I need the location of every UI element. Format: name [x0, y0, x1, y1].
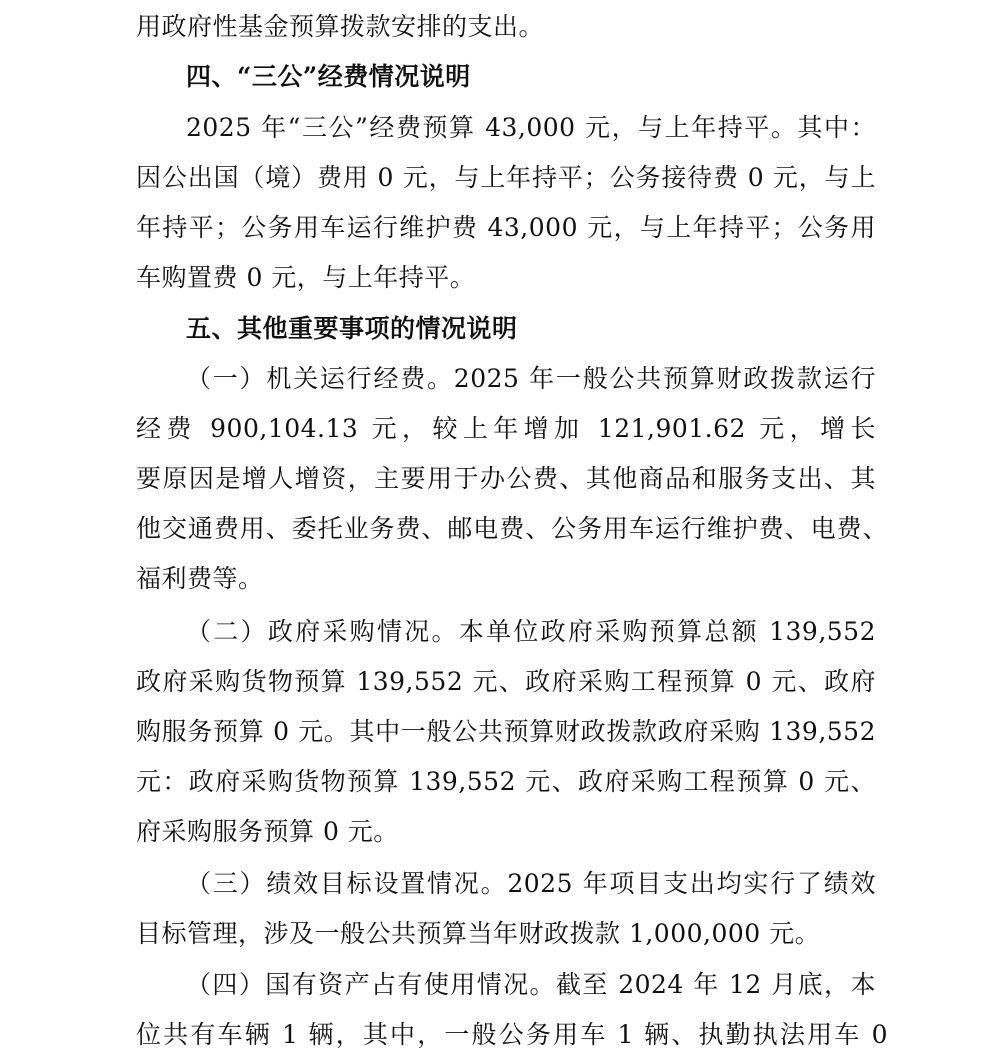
paragraph-line: 目标管理，涉及一般公共预算当年财政拨款 1,000,000 元。: [136, 919, 821, 948]
paragraph-line: （四）国有资产占有使用情况。截至 2024 年 12 月底，本: [186, 970, 876, 999]
paragraph-line: 政府采购货物预算 139,552 元、政府采购工程预算 0 元、政府: [136, 667, 876, 696]
paragraph-line: 元：政府采购货物预算 139,552 元、政府采购工程预算 0 元、: [136, 767, 876, 796]
paragraph-line: 要原因是增人增资，主要用于办公费、其他商品和服务支出、其: [136, 464, 876, 493]
paragraph-line: 因公出国（境）费用 0 元，与上年持平；公务接待费 0 元，与上: [136, 163, 876, 192]
paragraph-line: 府采购服务预算 0 元。: [136, 817, 399, 846]
section-heading-three-public-expenses: 四、“三公”经费情况说明: [186, 62, 471, 91]
paragraph-line: 年持平；公务用车运行维护费 43,000 元，与上年持平；公务用: [136, 213, 876, 242]
paragraph-line: 位共有车辆 1 辆，其中，一般公务用车 1 辆、执勤执法用车 0: [136, 1020, 888, 1049]
paragraph-line: 福利费等。: [136, 564, 264, 593]
paragraph-line: 用政府性基金预算拨款安排的支出。: [136, 12, 545, 41]
paragraph-line: 2025 年“三公”经费预算 43,000 元，与上年持平。其中：: [186, 113, 876, 142]
paragraph-line: 购服务预算 0 元。其中一般公共预算财政拨款政府采购 139,552: [136, 717, 876, 746]
paragraph-line: （三）绩效目标设置情况。2025 年项目支出均实行了绩效: [186, 869, 876, 898]
section-heading-other-matters: 五、其他重要事项的情况说明: [186, 314, 518, 343]
paragraph-line: 经费 900,104.13 元，较上年增加 121,901.62 元，增长: [136, 414, 876, 443]
paragraph-line: （一）机关运行经费。2025 年一般公共预算财政拨款运行: [186, 364, 876, 393]
paragraph-line: （二）政府采购情况。本单位政府采购预算总额 139,552: [186, 617, 876, 646]
paragraph-line: 他交通费用、委托业务费、邮电费、公务用车运行维护费、电费、: [136, 514, 888, 543]
paragraph-line: 车购置费 0 元，与上年持平。: [136, 263, 476, 292]
